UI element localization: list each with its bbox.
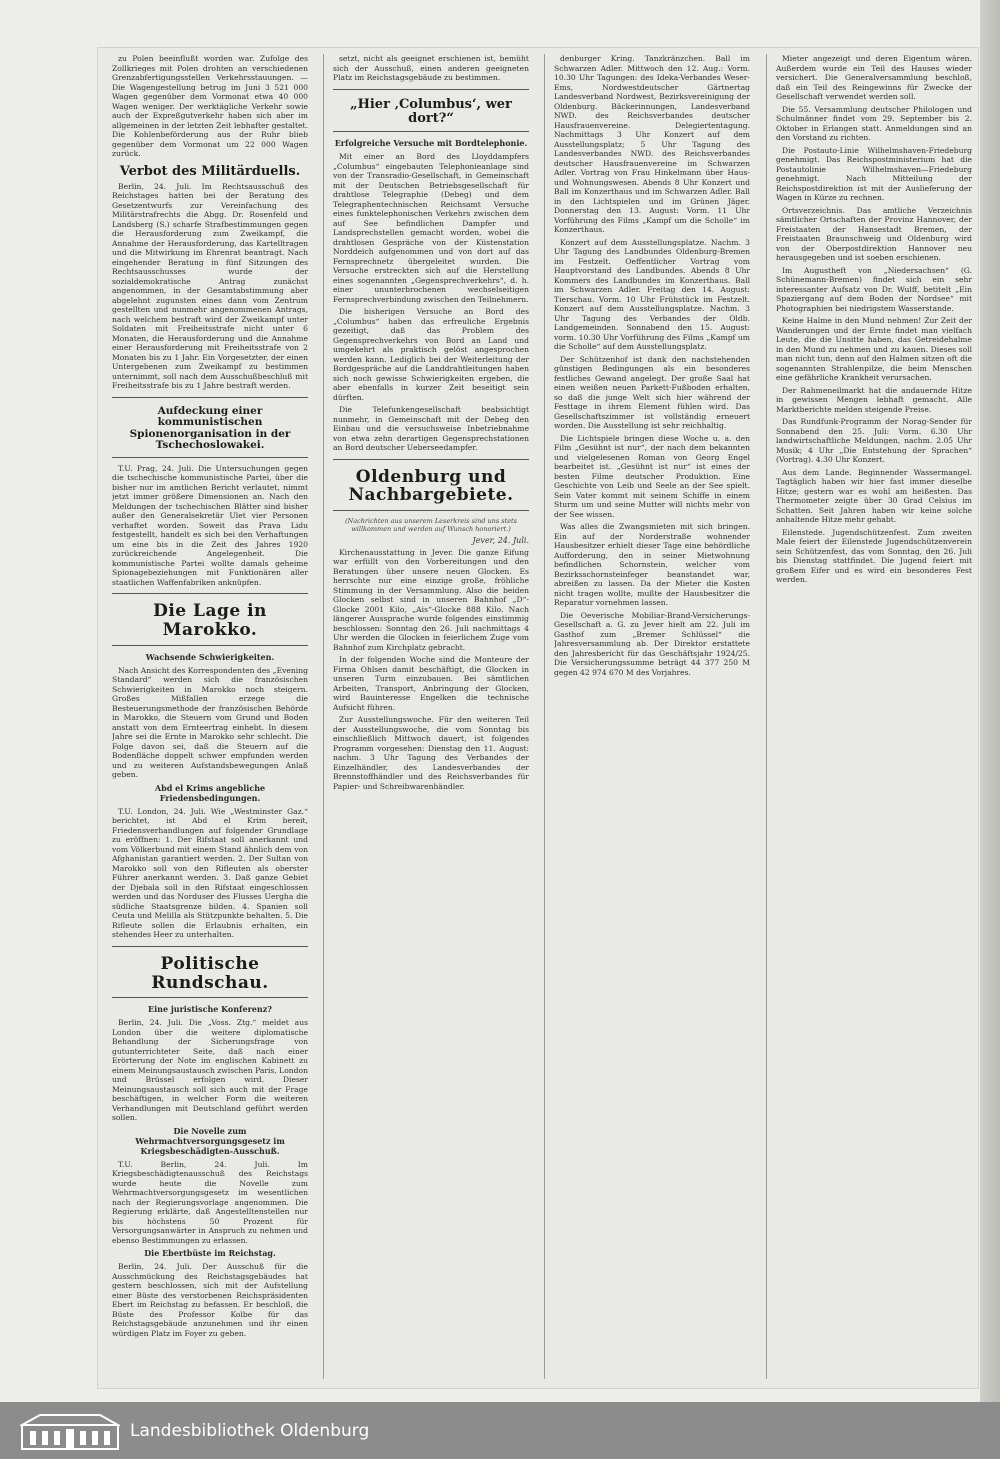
article-text: Die Telefunkengesellschaft beabsichtigt nunmehr, in Gemeinschaft mit der Debeg den Einbau und die versuchsweise Inbetriebnahme von etwa zehn derartigen Gegensprechstationen an Bord deutscher Ueberseedampfer. [333,405,529,453]
library-building-icon [20,1411,120,1451]
headline: Politische Rundschau. [151,953,269,993]
article-text: Konzert auf dem Ausstellungsplatze. Nachm. 3 Uhr Tagung des Landbundes Oldenburg-Bremen im Festzelt. Oeffentlicher Vortrag vom Hauptvorstand des Landbundes. Abends 8 Uhr Kommers des Landbundes im Konzerthaus. Ball im Schwarzen Adler. Freitag den 14. August: Tierschau. Vorm. 10 Uhr Frühstück im Festzelt. Konzert auf dem Ausstellungsplatze. Nachm. 3 Uhr Tagung des Verbandes der Oldb. Landgemeinden. Sonnabend den 15. August: vorm. 10.30 Uhr Vorführung des Films „Kampf um die Scholle“ auf dem Ausstellungsplatz. [554,237,750,351]
article-text: Die Oeverische Mobiliar-Brand-Versicherungs-Gesellschaft a. G. zu Jever hielt am 22. Juli im Gasthof zum „Bremer Schlüssel“ die Jahresversammlung ab. Der Direktor erstattete den Jahresbericht für das Geschäftsjahr 1924/25. Die Versicherungssumme beträgt 44 377 250 M gegen 42 974 670 M des Vorjahres. [554,610,750,677]
book-spine [980,0,1000,1459]
article-text: Berlin, 24. Juli. Die „Voss. Ztg.“ meldet aus London über die weitere diplomatische Behandlung der Sicherungsfrage von gutunterrichteter Seite, daß nach einer Erörterung der Note im englischen Kabinett zu einem Meinungsaustausch zwischen Paris, London und Brüssel erfolgen wird. Dieser Meinungsaustausch soll sich auch mit der Frage beschäftigen, in welcher Form die weiteren Verhandlungen mit Deutschland geführt werden sollen. [112,1018,308,1123]
article-text: zu Polen beeinflußt worden war. Zufolge des Zollkrieges mit Polen drohten an verschiedenen Grenzabfertigungsstellen Verkehrsstauungen. — Die Wagengestellung betrug im Juni 3 521 000 Wagen gegenüber dem Vormonat etwa 40 000 Wagen weniger. Der werktägliche Verkehr sowie auch der Expreßgutverkehr haben sich aber im allgemeinen in der letzten Zeit lebhafter gestaltet. Die Kohlenbeförderung aus der Ruhr blieb gegenüber dem Vormonat um 22 000 Wagen zurück. [112,54,308,158]
article-text: Berlin, 24. Juli. Der Ausschuß für die Ausschmückung des Reichstagsgebäudes hat gestern beschlossen, sich mit der Aufstellung einer Büste des verstorbenen Reichspräsidenten Ebert im Reichstag zu befassen. Er beschloß, die Büste des Professor Kolbe für das Reichstagsgebäude anzunehmen und ihr einen würdigen Platz im Foyer zu geben. [112,1262,308,1338]
article-text: Zur Ausstellungswoche. Für den weiteren Teil der Ausstellungswoche, die vom Sonntag bis einschließlich Mittwoch dauert, ist folgendes Programm vorgesehen: Dienstag den 11. August: nachm. 3 Uhr Tagung des Verbandes der Einzelhändler, des Landesverbandes der Brennstoffhändler und des Reichsverbandes für Papier- und Schreibwarenhändler. [333,715,529,791]
article-text: Aus dem Lande. Beginnender Wassermangel. Tagtäglich haben wir hier fast immer dieselbe Hitze; gestern war es wohl am heißesten. Das Thermometer zeigte über 30 Grad Celsius im Schatten. Seit Jahren haben wir keine solche anhaltende Hitze mehr gehabt. [776,467,972,524]
article-text: Der Schützenhof ist dank den nachstehenden günstigen Bedingungen als ein besonderes festliches Gewand angelegt. Der große Saal hat einen weißen neuen Parkett-Fußboden erhalten, so daß die junge Welt sich hier während der Festtage in ihrem Element fühlen wird. Das Gesellschaftszimmer ist vollständig erneuert worden. Die Ausstellung ist sehr reichhaltig. [554,354,750,430]
article-text: Im Augustheft von „Niedersachsen“ (G. Schünemann-Bremen) findet sich ein sehr interessanter Aufsatz von Dr. Wulff, betitelt „Ein Spaziergang auf dem Boden der Nordsee“ mit Photographien bei niedrigstem Wasserstande. [776,265,972,313]
article-text: Mit einer an Bord des Lloyddampfers „Columbus“ eingebauten Telephonieanlage sind von der Transradio-Gesellschaft, in Gemeinschaft mit der Deutschen Betriebsgesellschaft für drahtlose Telegraphie (Debeg) und dem Telegraphentechnischen Reichsamt Versuche eines funktelephonischen Verkehrs zwischen dem auf See befindlichen Dampfer und Landsprechstellen gemacht worden, wobei die drahtlosen Gespräche von der Küstenstation Norddeich aufgenommen und von dort auf das Fernsprechnetz übergeleitet wurden. Die Versuche erstreckten sich auf die Herstellung eines sogenannten „Gegensprechverkehrs“, d. h. einer ununterbrochenen wechselseitigen Fernsprechverbindung zwischen den Teilnehmern. [333,152,529,304]
article-text: Die Postauto-Linie Wilhelmshaven-Friedeburg genehmigt. Das Reichspostministerium hat die Postautolinie Wilhelmshaven—Friedeburg genehmigt. Nach Mitteilung der Reichspostdirektion ist mit der Auslieferung der Wagen in Kürze zu rechnen. [776,145,972,202]
article-text: Kirchenausstattung in Jever. Die ganze Eifung war erfüllt von den Vorbereitungen und den Beratungen über unsere neuen Glocken. Es herrschte nur eine einzige große, fröhliche Stimmung in der Versammlung. Also die beiden Glocken selbst sind in unseren Bahnhof „D“-Glocke 2001 Kilo, „Ais“-Glocke 888 Kilo. Nach längerer Aussprache wurde folgendes einstimmig beschlossen: Sonntag den 26. Juli nachmittags 4 Uhr werden die Glocken in feierlichem Zuge vom Bahnhof zum Kirchplatz gebracht. [333,547,529,652]
article-text: Das Rundfunk-Programm der Norag-Sender für Sonnabend den 25. Juli: Vorm. 6.30 Uhr landwirtschaftliche Meldungen, nachm. 2.05 Uhr Musik; 4 Uhr „Die Entstehung der Sprachen“ (Vortrag). 4.30 Uhr Konzert. [776,417,972,464]
column-3 [554,54,750,1379]
column-rule [323,54,324,1379]
headline: „Hier ‚Columbus‘, wer dort?“ [350,96,512,126]
article-text: T.U. London, 24. Juli. Wie „Westminster Gaz.“ berichtet, ist Abd el Krim bereit, Friedensverhandlungen auf folgender Grundlage zu eröffnen: 1. Der Rifstaat soll anerkannt und vom Völkerbund mit einem Stand ähnlich dem von Afghanistan garantiert werden. 2. Der Sultan von Marokko soll von den Rifleuten als oberster Führer anerkannt werden. 3. Daß ganze Gebiet der Djebala soll in den Rifstaat eingeschlossen werden und das Norduser des Flusses Uergha die südliche Staatsgrenze bilden. 4. Spanien soll Ceuta und Melilla als Stützpunkte behalten. 5. Die Rifleute sollen die Erlaubnis erhalten, ein stehendes Heer zu unterhalten. [112,806,308,940]
article-text: Die bisherigen Versuche an Bord des „Columbus“ haben das erfreuliche Ergebnis gezeitigt, daß das Problem des Gegensprechverkehrs von Bord an Land und umgekehrt als praktisch gelöst angesprochen werden kann. Lediglich bei der Weiterleitung der Bordgespräche auf die Landdrahtleitungen haben sich noch gewisse Schwierigkeiten ergeben, die aber ebenfalls in kurzer Zeit beseitigt sein dürften. [333,307,529,402]
column-4 [776,54,972,1379]
article-text: Ortsverzeichnis. Das amtliche Verzeichnis sämtlicher Ortschaften der Provinz Hannover, der Freistaaten der Hansestadt Bremen, der Freistaaten Braunschweig und Oldenburg wird von der Oberpostdirektion Hannover neu herausgegeben und ist soeben erschienen. [776,205,972,262]
article-text: Die Lichtspiele bringen diese Woche u. a. den Film „Gesühnt ist nur“, der nach dem bekannten und vielgelesenen Roman von Georg Engel bearbeitet ist. „Gesühnt ist nur“ ist eines der besten Filme deutscher Produktion. Eine Geschichte von Leib und Seele an der See spielt. Sein Vater kommt mit seinem Schiffe in einem Sturm um und seine Mutter will nichts mehr von der See wissen. [554,433,750,519]
subheadline: Die Ebertbüste im Reichstag. [144,1248,276,1259]
article-text: Berlin, 24. Juli. Im Rechtsausschuß des Reichstages hatten bei der Beratung des Gesetzentwurfs zur Vereinfachung des Militärstrafrechts die Abgg. Dr. Rosenfeld und Landsberg (S.) scharfe Strafbestimmungen gegen die Herausforderung zum Zweikampf, die Annahme der Herausforderung, das Kartelltragen und die Mitwirkung im Ehrenrat beantragt. Nach eingehender Beratung in fünf Sitzungen des Rechtsausschusses wurde der sozialdemokratische Antrag zunächst angenommen, in der Gesamtabstimmung aber abgelehnt zugunsten eines dann vom Zentrum gestellten und nunmehr angenommenen Antrags, nach welchem bestraft wird der Zweikampf unter Soldaten mit Freiheitsstrafe nicht unter 6 Monaten, die Herausforderung und die Annahme einer Herausforderung mit Freiheitsstrafe von 2 Monaten bis zu 1 Jahr. Ein Vorgesetzter, der einen Untergebenen zum Zweikampf zu bestimmen unternimmt, soll nach dem Ausschußbeschluß mit Freiheitsstrafe bis zu 1 Jahre bestraft werden. [112,181,308,391]
headline: Die Lage in Marokko. [153,601,267,641]
library-name: Landesbibliothek Oldenburg [130,1421,370,1441]
article-text: Die 55. Versammlung deutscher Philologen und Schulmänner findet vom 29. September bis 2. Oktober in Erlangen statt. Anmeldungen sind an den Vorstand zu richten. [776,104,972,142]
column-rule [766,54,767,1379]
article-text: Der Rahmeneilmarkt hat die andauernde Hitze in gewissen Mengen lebhaft gemacht. Alle Marktberichte melden steigende Preise. [776,385,972,414]
article-text: setzt, nicht als geeignet erschienen ist, bemüht sich der Ausschuß, einen anderen geeigneten Platz im Reichstagsgebäude zu bestimmen. [333,54,529,82]
article-text: denburger Kring. Tanzkränzchen. Ball im Schwarzen Adler. Mittwoch den 12. Aug.: Vorm. 10.30 Uhr Tagungen: des Ideka-Verbandes Weser-Ems, Nordwestdeutscher Gärtnertag Landesverband Nordwest, Bezirksvereinigung der Oldenburg. Bäckerinnungen, Landesverband NWD. des Reichsverbandes deutscher Hausfrauenvereine. Delegiertentagung. Nachmittags 3 Uhr Konzert auf dem Ausstellungsplatz; 5 Uhr Tagung des Landesverbandes NWD. des Reichsverbandes deutscher Hausfrauenvereine im Schwarzen Adler. Vortrag von Frau Hinkelmann über Haus- und Wohnungswesen. Abends 8 Uhr Konzert und Ball im Konzerthaus und im Schwarzen Adler. Ball in den Lichtspielen und im Grünen Jäger. Donnerstag den 13. August: Vorm. 11 Uhr Vorführung des Films „Kampf um die Scholle“ im Konzerthaus. [554,54,750,234]
headline: Oldenburg und Nachbargebiete. [348,466,514,506]
editorial-note: (Nachrichten aus unserem Leserkreis sind uns stets willkommen und werden auf Wunsch honoriert.) [344,516,518,533]
article-text: Keine Halme in den Mund nehmen! Zur Zeit der Wanderungen und der Ernte findet man vielfach Leute, die die Unsitte haben, das Getreidehalme in den Mund zu nehmen und zu kauen. Dieses soll man nicht tun, denn auf den Halmen sitzen oft die sogenannten Strahlenpilze, die beim Menschen eine gefährliche Krankheit verursachen. [776,316,972,382]
subheadline: Die Novelle zum Wehrmachtversorgungsgesetz im Kriegsbeschädigten-Ausschuß. [135,1125,285,1156]
dateline: Jever, 24. Juli. [472,535,529,545]
article-text: In der folgenden Woche sind die Monteure der Firma Ohlsen damit beschäftigt, die Glocken in unseren Turm einzubauen. Bei sämtlichen Arbeiten, Transport, Anbringung der Glocken, wird Bauinteresse Engelken die technische Aufsicht führen. [333,655,529,712]
article-text: Mieter angezeigt und deren Eigentum wären. Außerdem wurde ein Teil des Hauses wieder versichert. Die Generalversammlung beschloß, daß ein Teil des Reingewinns für Zwecke der Gesellschaft verwendet werden soll. [776,54,972,101]
subheadline: Eine juristische Konferenz? [148,1004,272,1015]
subheadline: Wachsende Schwierigkeiten. [145,651,275,662]
column-2 [333,54,529,1379]
subheadline: Erfolgreiche Versuche mit Bordtelephonie. [334,138,528,149]
subheadline: Abd el Krims angebliche Friedensbedingungen. [154,782,266,803]
headline: Aufdeckung einer kommunistischen Spionenorganisation in der Tschechoslowakei. [129,404,291,452]
article-text: Was alles die Zwangsmieten mit sich bringen. Ein auf der Norderstraße wohnender Hausbesitzer erhielt dieser Tage eine behördliche Aufforderung, den in seiner Mietwohnung befindlichen Schornstein, welcher vom Bezirksschornsteinfeger beanstandet war, abreißen zu lassen. Da der Mieter die Kosten nicht tragen wollte, mußte der Hausbesitzer die Reparatur vornehmen lassen. [554,522,750,607]
column-rule [544,54,545,1379]
article-text: Nach Ansicht des Korrespondenten des „Evening Standard“ werden sich die französischen Schwierigkeiten in Marokko noch steigern. Großes Mißfallen erzege die Besteuerungsmethode der französischen Behörde in Marokko, die Steuern vom Grund und Boden anstatt von dem Ernteertrag einhebt. In diesem Jahre sei die Ernte in Marokko sehr schlecht. Die Folge davon sei, daß die Steuern auf die Bodenfläche doppelt schwer empfunden werden und zu weiteren Aufstandsbewegungen Anlaß geben. [112,665,308,780]
article-text: Eilenstede. Jugendschützenfest. Zum zweiten Male feiert der Eilenstede Jugendschützenverein sein Schützenfest, das vom Sonntag, den 26. Juli bis Dienstag stattfindet. Die Jugend feiert mit großem Eifer und es wird ein besonderes Fest werden. [776,527,972,584]
headline: Verbot des Militärduells. [119,163,301,179]
article-text: T.U. Prag, 24. Juli. Die Untersuchungen gegen die tschechische kommunistische Partei, über die bisher nur im amtlichen Bericht verlautet, nimmt jetzt immer größere Dimensionen an. Nach den Meldungen der tschechischen Blätter sind bisher außer den Generalsekretär Ulet vier Personen verhaftet worden. Soweit das Prava Lidu festgestellt, handelt es sich bei den Verhaftungen um eine bis in die Zeit des Jahres 1920 zurückreichende Angelegenheit. Die kommunistische Partei wollte damals geheime Spionagebeziehungen mit Funktionären aller staatlichen Waffenfabriken anknüpfen. [112,463,308,587]
article-text: T.U. Berlin, 24. Juli. Im Kriegsbeschädigtenausschuß des Reichstags wurde heute die Novelle zum Wehrmachtversorgungsgesetz im wesentlichen nach der Regierungsvorlage angenommen. Die Regierung erklärte, daß Angestelltenstellen nur bis höchstens 50 Prozent für Versorgungsanwärter in Anspruch zu nehmen und ebenso Bestimmungen zu erlassen. [112,1159,308,1245]
column-1 [112,54,308,1379]
